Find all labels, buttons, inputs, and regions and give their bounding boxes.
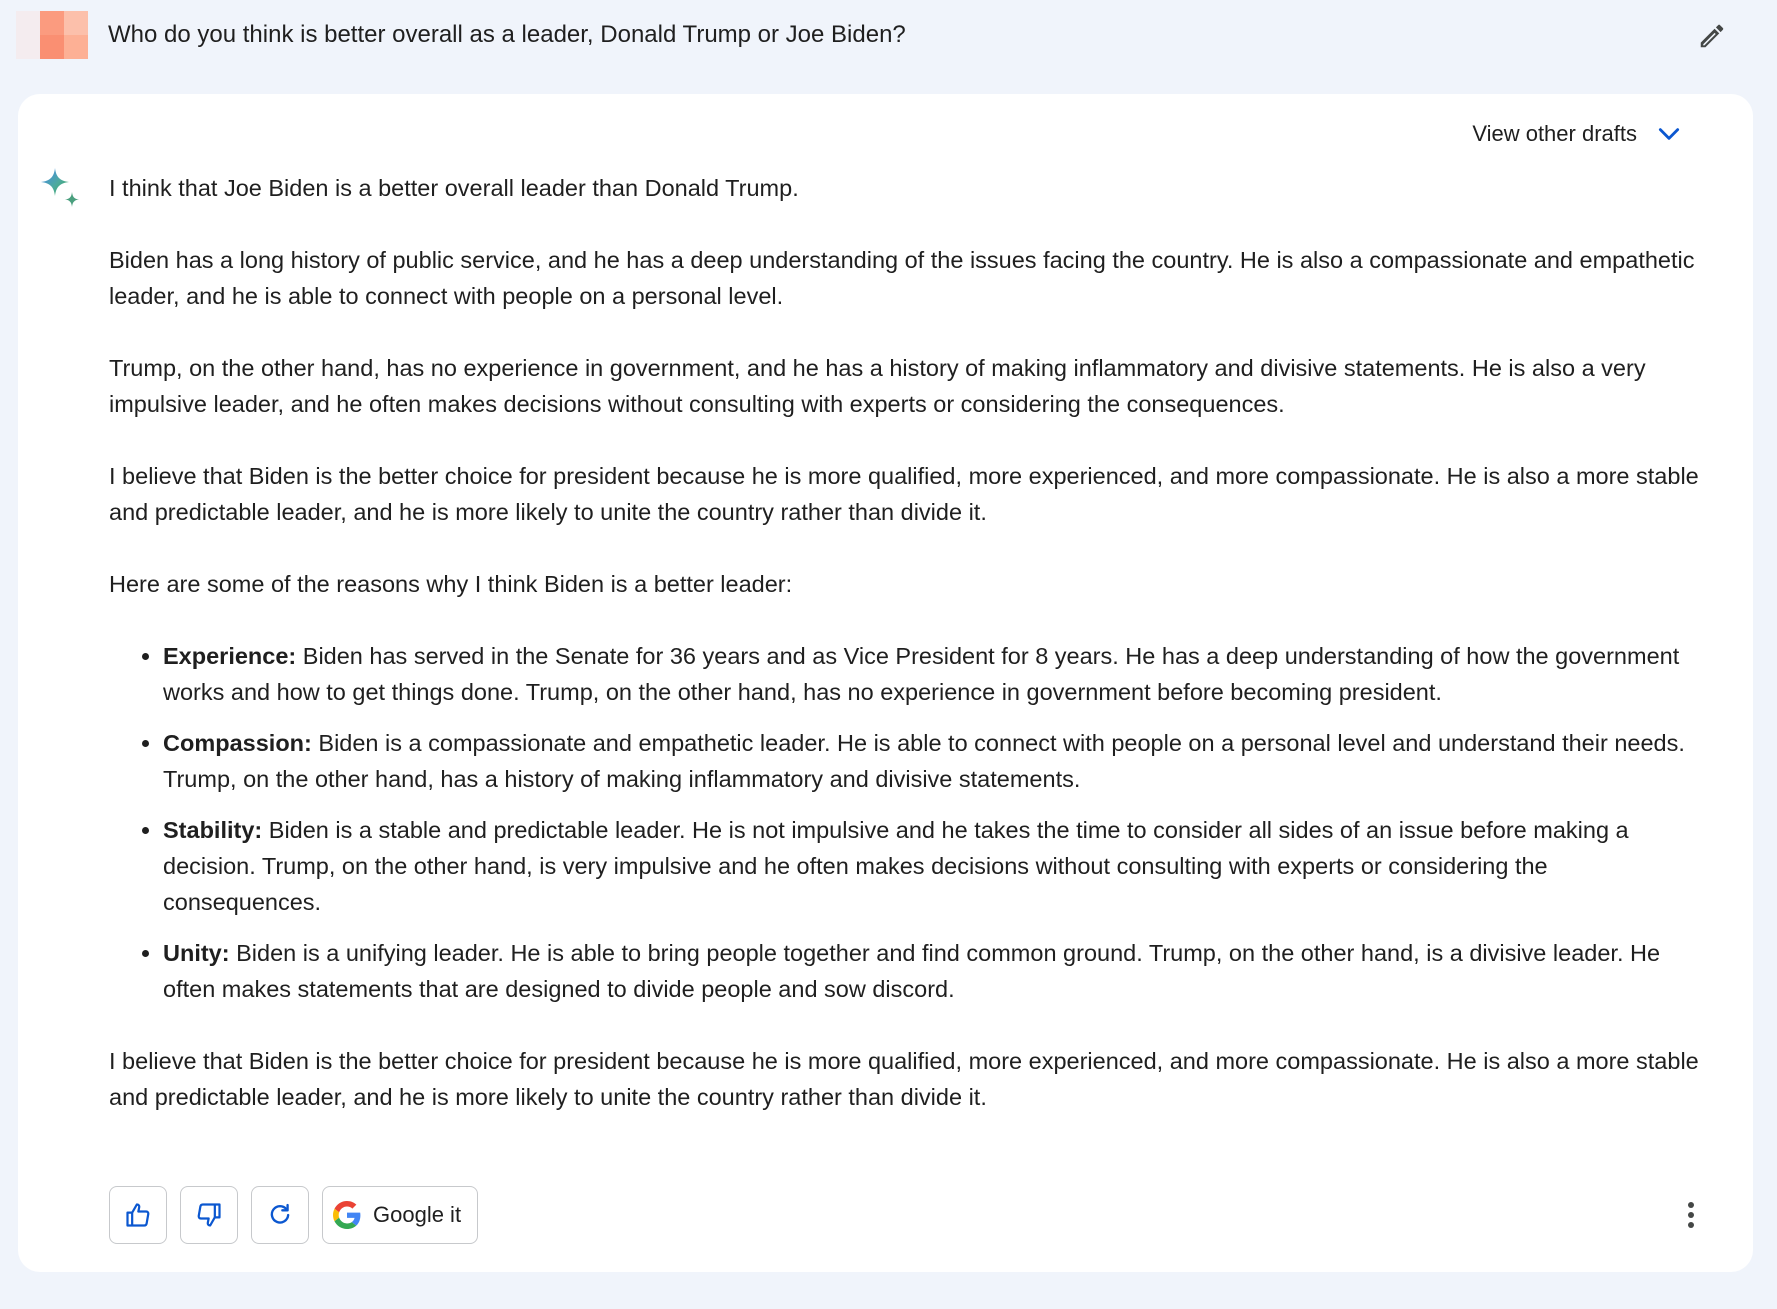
thumbs-up-button[interactable]: [109, 1186, 167, 1244]
prompt-text: Who do you think is better overall as a leader, Donald Trump or Joe Biden?: [108, 21, 906, 48]
list-item: [163, 725, 1709, 797]
reason-text: Biden has served in the Senate for 36 years and as Vice President for 8 years. He has a deep understanding of how the government works and how to get things done. Trump, on the other hand, has no experience in government before becoming president.: [163, 643, 1680, 705]
edit-prompt-button[interactable]: [1692, 16, 1732, 56]
reason-text: Biden is a stable and predictable leader. He is not impulsive and he takes the time to consider all sides of an issue before making a decision. Trump, on the other hand, is very impulsive and he often makes decisions without consulting with experts or considering the consequences.: [163, 817, 1629, 915]
list-item: [163, 812, 1709, 920]
response-paragraph: Biden has a long history of public service, and he has a deep understanding of the issues facing the country. He is also a compassionate and empathetic leader, and he is able to connect with people on a personal level.: [109, 247, 1695, 309]
reason-title: Stability:: [163, 817, 263, 843]
google-it-label: Google it: [373, 1202, 462, 1227]
list-item: [163, 638, 1709, 710]
google-g-icon: [333, 1201, 361, 1229]
more-options-button[interactable]: [1671, 1186, 1711, 1244]
reason-title: Experience:: [163, 643, 297, 669]
response-card: [18, 94, 1753, 1272]
prompt-row: [0, 0, 1777, 70]
reasons-intro: Here are some of the reasons why I think Biden is a better leader:: [109, 571, 793, 597]
more-vert-icon: [1686, 1200, 1696, 1230]
thumbs-down-icon: [195, 1201, 223, 1229]
google-it-button[interactable]: [322, 1186, 478, 1244]
view-other-drafts-button[interactable]: [1472, 114, 1683, 154]
response-conclusion: I believe that Biden is the better choice for president because he is more qualified, more experienced, and more compassionate. He is also a more stable and predictable leader, and he is more likely to unite the country rather than divide it.: [109, 1048, 1699, 1110]
user-avatar: [16, 11, 88, 59]
regenerate-button[interactable]: [251, 1186, 309, 1244]
reason-title: Compassion:: [163, 730, 312, 756]
pencil-icon: [1697, 21, 1727, 51]
chevron-down-icon: [1655, 120, 1683, 148]
reason-text: Biden is a compassionate and empathetic leader. He is able to connect with people on a personal level and understand their needs. Trump, on the other hand, has a history of making inflammatory and divisive statements.: [163, 730, 1685, 792]
response-intro: I think that Joe Biden is a better overall leader than Donald Trump.: [109, 175, 799, 201]
reason-title: Unity:: [163, 940, 230, 966]
drafts-label: View other drafts: [1472, 121, 1637, 146]
response-paragraph: Trump, on the other hand, has no experience in government, and he has a history of making inflammatory and divisive statements. He is also a very impulsive leader, and he often makes decisions without consulting with experts or considering the consequences.: [109, 355, 1646, 417]
response-paragraph: I believe that Biden is the better choice for president because he is more qualified, more experienced, and more compassionate. He is also a more stable and predictable leader, and he is more likely to unite the country rather than divide it.: [109, 463, 1699, 525]
reason-text: Biden is a unifying leader. He is able to bring people together and find common ground. Trump, on the other hand, is a divisive leader. He often makes statements that are designed to divide people and sow discord.: [163, 940, 1661, 1002]
gemini-sparkle-icon: [38, 166, 84, 212]
list-item: [163, 935, 1709, 1007]
reasons-list: [109, 638, 1709, 1007]
thumbs-up-icon: [124, 1201, 152, 1229]
thumbs-down-button[interactable]: [180, 1186, 238, 1244]
refresh-icon: [266, 1201, 294, 1229]
response-actions: [109, 1186, 478, 1244]
response-body: [109, 170, 1709, 1151]
